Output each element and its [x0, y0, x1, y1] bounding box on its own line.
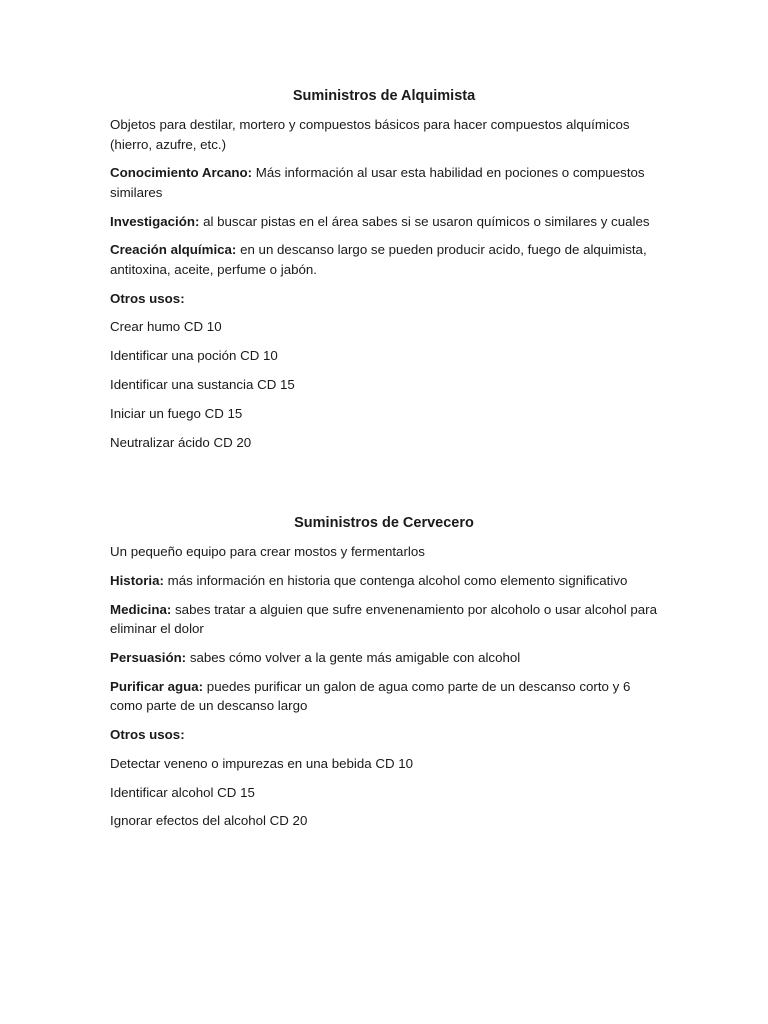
skill-text: al buscar pistas en el área sabes si se usaron químicos o similares y cuales — [199, 213, 650, 229]
other-use-item: Identificar una sustancia CD 15 — [110, 377, 295, 393]
skill-text: puedes purificar un galon de agua como parte de un descanso corto y 6 como parte de un descanso largo — [110, 678, 631, 714]
section-title: Suministros de Alquimista — [292, 88, 476, 104]
skill-creacion-alquimica — [110, 240, 658, 279]
section-title: Suministros de Cervecero — [294, 515, 474, 531]
other-use-item: Ignorar efectos del alcohol CD 20 — [110, 813, 308, 829]
skill-label: Historia: — [110, 572, 164, 588]
skill-text: Más información al usar esta habilidad en pociones o compuestos similares — [110, 165, 645, 200]
skill-medicina — [110, 600, 658, 639]
skill-conocimiento-arcano — [110, 163, 658, 202]
skill-purificar-agua — [110, 677, 658, 716]
other-uses-label: Otros usos: — [110, 726, 185, 742]
skill-text: más información en historia que contenga alcohol como elemento significativo — [163, 572, 628, 588]
other-use-item: Crear humo CD 10 — [110, 319, 222, 335]
other-use-item: Identificar una poción CD 10 — [110, 348, 278, 364]
skill-historia — [110, 571, 658, 591]
section-alquimista — [110, 86, 658, 461]
skill-text: sabes tratar a alguien que sufre envenenamiento por alcoholo o usar alcohol para eliminar el dolor — [110, 601, 657, 637]
skill-label: Conocimiento Arcano: — [110, 165, 253, 181]
other-use-item: Neutralizar ácido CD 20 — [110, 434, 252, 450]
skill-label: Purificar agua: — [110, 678, 204, 694]
other-use-item: Detectar veneno o impurezas en una bebida CD 10 — [110, 755, 414, 771]
other-uses-heading — [110, 725, 658, 745]
skill-label: Persuasión: — [110, 649, 187, 665]
section-intro: Un pequeño equipo para crear mostos y fermentarlos — [110, 544, 425, 559]
other-uses-label: Otros usos: — [110, 290, 185, 306]
skill-investigacion — [110, 212, 658, 232]
section-cervecero — [110, 513, 658, 840]
skill-label: Medicina: — [110, 601, 172, 617]
skill-label: Creación alquímica: — [110, 242, 237, 258]
other-uses-heading — [110, 289, 658, 309]
section-intro: Objetos para destilar, mortero y compuestos básicos para hacer compuestos alquímicos (hierro, azufre, etc.) — [110, 117, 630, 152]
skill-label: Investigación: — [110, 213, 200, 229]
skill-text: sabes cómo volver a la gente más amigable con alcohol — [186, 649, 521, 665]
other-use-item: Identificar alcohol CD 15 — [110, 784, 255, 800]
skill-persuasion — [110, 648, 658, 668]
other-use-item: Iniciar un fuego CD 15 — [110, 405, 243, 421]
skill-text: en un descanso largo se pueden producir acido, fuego de alquimista, antitoxina, aceite, perfume o jabón. — [110, 242, 647, 277]
